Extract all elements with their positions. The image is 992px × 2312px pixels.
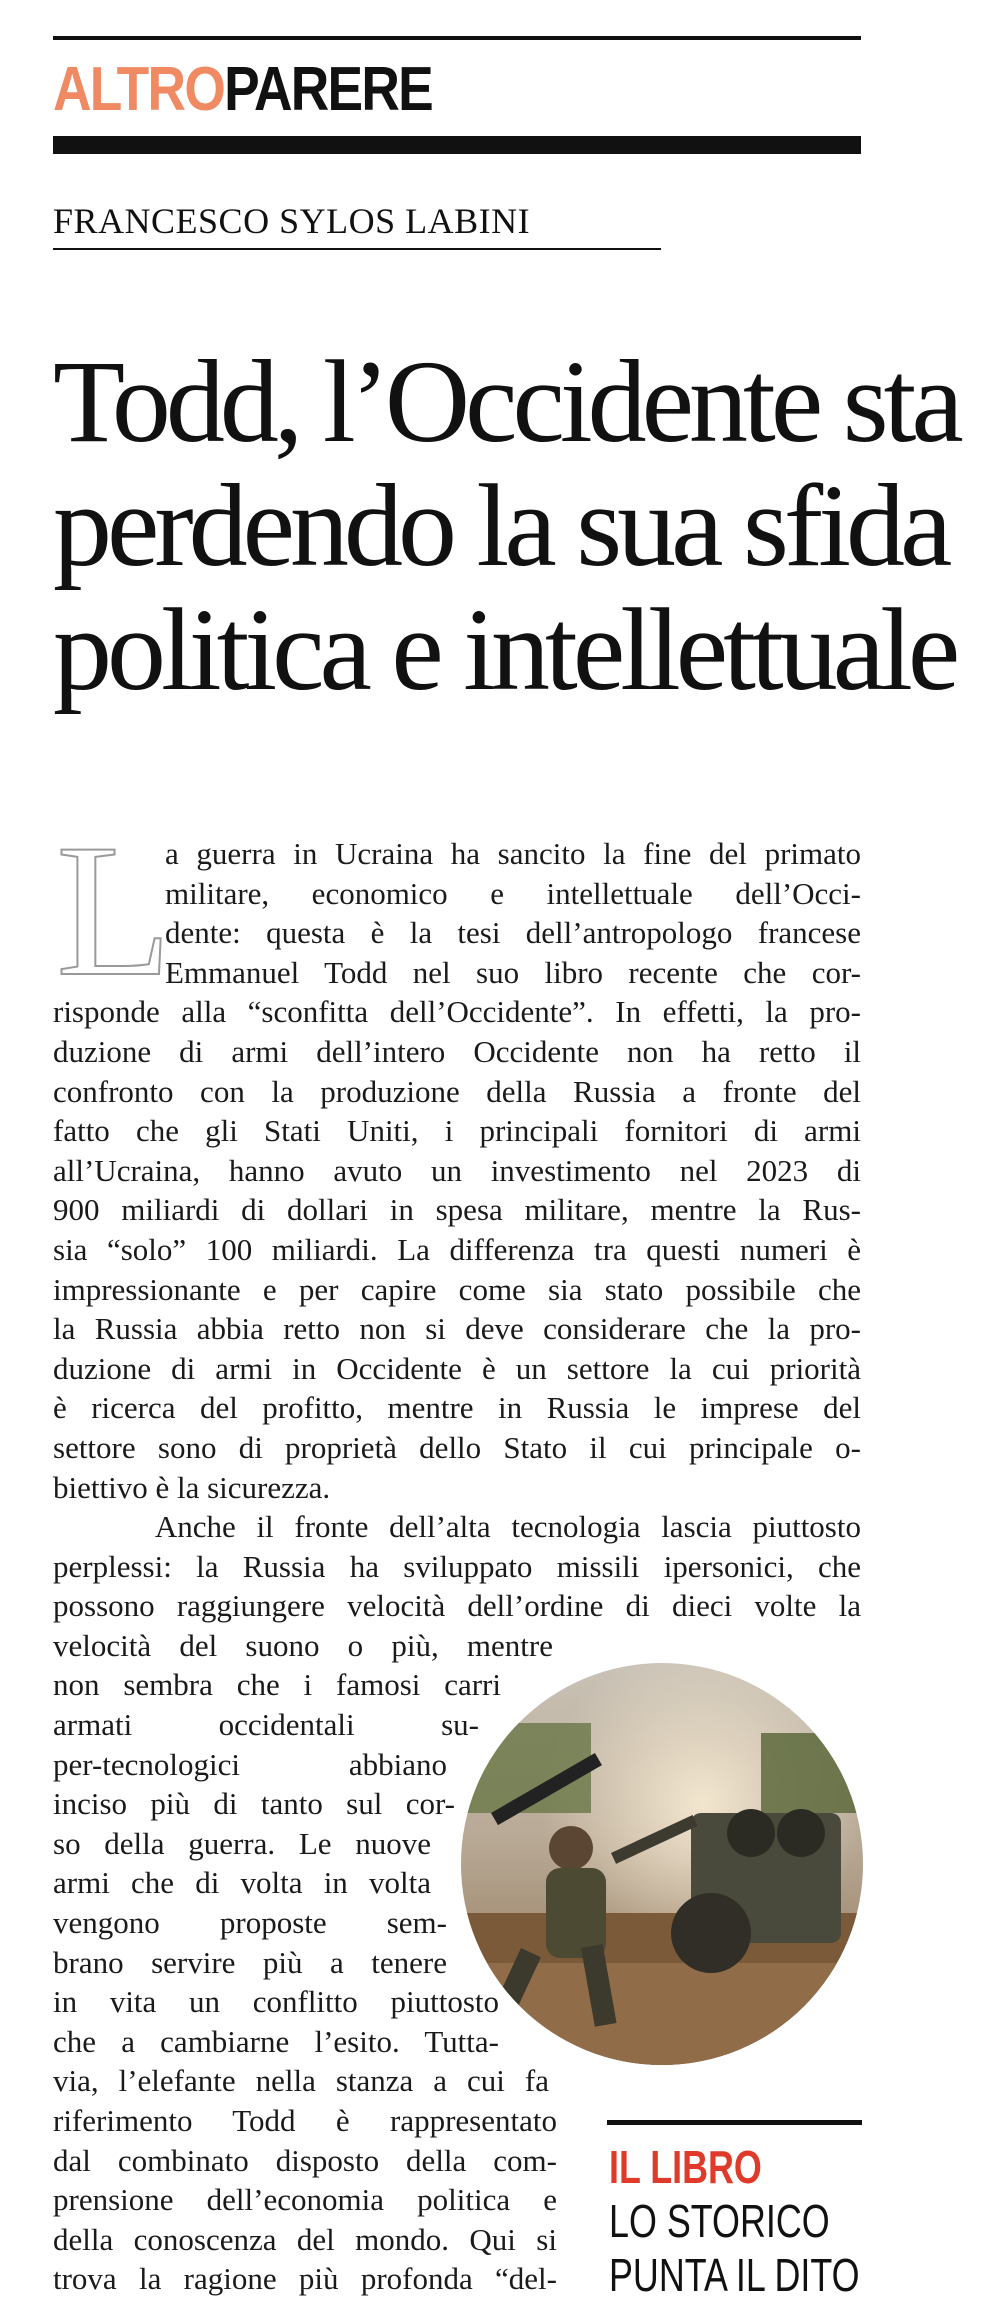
article-body-intro — [165, 834, 861, 992]
top-rule — [53, 36, 861, 40]
rubric-bar — [53, 136, 861, 154]
body-line: vengono proposte sem- — [53, 1904, 447, 1940]
body-line: settore sono di proprietà dello Stato il cui principale o- — [53, 1429, 861, 1465]
body-line: so della guerra. Le nuove — [53, 1825, 431, 1861]
body-line: duzione di armi dell’intero Occidente non ha retto il — [53, 1033, 861, 1069]
sidebar-rule — [607, 2120, 862, 2125]
sidebar-line: PUNTA IL DITO — [609, 2249, 860, 2301]
body-line: inciso più di tanto sul cor- — [53, 1786, 455, 1822]
body-line: per-tecnologici abbiano — [53, 1746, 447, 1782]
body-line: a guerra in Ucraina ha sancito la fine del primato — [165, 836, 861, 871]
body-line: possono raggiungere velocità dell’ordine di dieci volte la — [53, 1588, 861, 1624]
photo-illustration — [461, 1663, 863, 2065]
body-line: riferimento Todd è rappresentato — [53, 2102, 557, 2138]
body-line: biettivo è la sicurezza. — [53, 1469, 331, 1505]
author-rule — [53, 248, 661, 250]
body-line: in vita un conflitto piuttosto — [53, 1984, 499, 2020]
body-line: prensione dell’economia politica e — [53, 2182, 557, 2218]
body-line: all’Ucraina, hanno avuto un investimento nel 2023 di — [53, 1152, 861, 1188]
rubric-title — [53, 52, 432, 128]
body-line: militare, economico e intellettuale dell’Occi- — [165, 875, 861, 911]
body-line: è ricerca del profitto, mentre in Russia le imprese del — [53, 1390, 861, 1426]
body-line: perplessi: la Russia ha sviluppato missili ipersonici, che — [53, 1548, 861, 1584]
body-line: della conoscenza del mondo. Qui si — [53, 2221, 557, 2257]
body-line: duzione di armi in Occidente è un settore la cui priorità — [53, 1350, 861, 1386]
body-line: Anche il fronte dell’alta tecnologia lascia piuttosto — [53, 1509, 861, 1544]
body-line: brano servire più a tenere — [53, 1944, 447, 1980]
body-line: impressionante e per capire come sia stato possibile che — [53, 1271, 861, 1307]
headline-line: Todd, l’Occidente sta — [53, 336, 959, 467]
headline — [53, 336, 959, 715]
sidebar-line: LO STORICO — [609, 2195, 830, 2247]
sidebar-label: IL LIBRO — [609, 2141, 762, 2193]
body-line: che a cambiarne l’esito. Tutta- — [53, 2023, 499, 2059]
body-line: velocità del suono o più, mentre — [53, 1627, 553, 1663]
body-line: armati occidentali su- — [53, 1706, 479, 1742]
book-sidebar — [609, 2140, 860, 2302]
body-line: 900 miliardi di dollari in spesa militare, mentre la Rus- — [53, 1192, 861, 1228]
body-line: dente: questa è la tesi dell’antropologo francese — [165, 915, 861, 951]
body-line: fatto che gli Stati Uniti, i principali fornitori di armi — [53, 1113, 861, 1149]
body-line: sia “solo” 100 miliardi. La differenza tra questi numeri è — [53, 1231, 861, 1267]
body-line: non sembra che i famosi carri — [53, 1667, 501, 1703]
headline-line: perdendo la sua sfida — [53, 460, 948, 591]
rubric-part-altro: ALTRO — [53, 55, 225, 124]
body-line: la Russia abbia retto non si deve considerare che la pro- — [53, 1311, 861, 1347]
war-photo — [461, 1663, 863, 2065]
body-line: armi che di volta in volta — [53, 1865, 431, 1901]
article-body — [53, 992, 861, 1507]
body-line: confronto con la produzione della Russia a fronte del — [53, 1073, 861, 1109]
body-line: risponde alla “sconfitta dell’Occidente”. In effetti, la pro- — [53, 994, 861, 1030]
body-line: Emmanuel Todd nel suo libro recente che cor- — [165, 954, 861, 990]
author-name: FRANCESCO SYLOS LABINI — [53, 201, 531, 241]
body-line: via, l’elefante nella stanza a cui fa — [53, 2063, 549, 2099]
article-body-paragraph-2 — [53, 1507, 861, 1626]
headline-line: politica e intellettuale — [53, 584, 956, 715]
rubric-part-parere: PARERE — [224, 55, 433, 124]
drop-cap: L — [56, 806, 173, 1016]
body-line: trova la ragione più profonda “del- — [53, 2261, 557, 2297]
body-line: dal combinato disposto della com- — [53, 2142, 557, 2178]
